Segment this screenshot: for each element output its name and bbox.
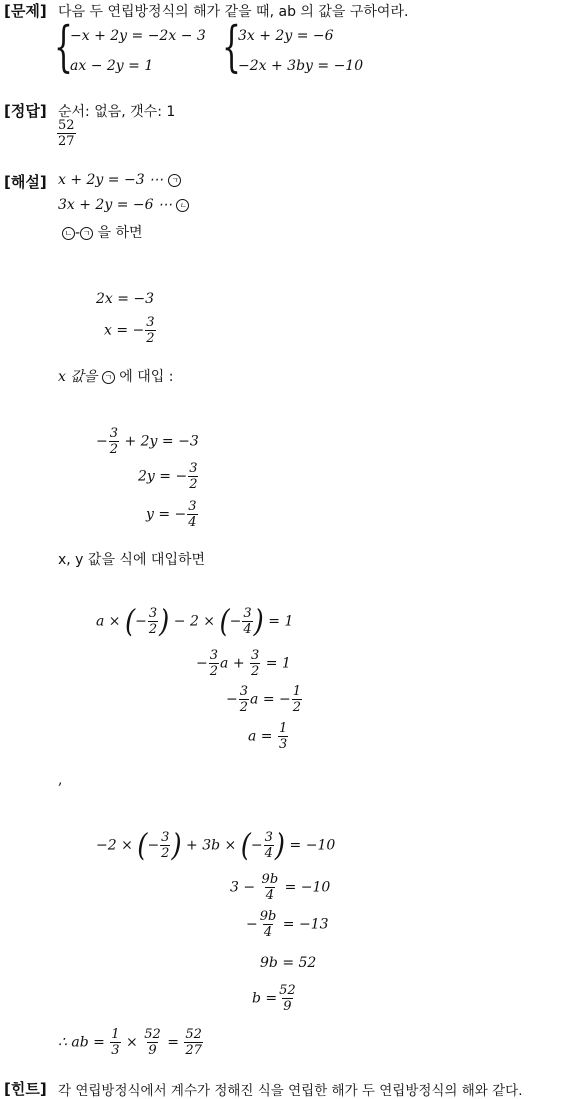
final-a: ∴ ab = <box>58 1034 110 1051</box>
s2-line2 <box>138 461 199 492</box>
frac-num: 3 <box>161 830 170 845</box>
frac-num: 3 <box>148 606 158 621</box>
substitute-xy-line: x, y 값을 식에 대입하면 <box>58 552 206 568</box>
system2-eq2: −2x + 3by = −10 <box>238 58 364 74</box>
a-line1: a × (− $\frac{3}{2}$ ) − 2 × (− $\frac{3}{4}$ ) = 1 <box>96 603 294 640</box>
a-line3: − $\frac{3}{2}$ a = − $\frac{1}{2}$ <box>226 684 302 715</box>
solution-eq1 <box>58 172 181 188</box>
frac-num: 9b <box>261 872 279 887</box>
frac-num: 3 <box>239 684 249 699</box>
problem-text: 다음 두 연립방정식의 해가 같을 때, ab 의 값을 구하여라. <box>58 4 409 20</box>
frac-num: 3 <box>264 830 273 845</box>
frac-num: 1 <box>278 721 288 736</box>
frac-num: 9b <box>259 909 277 924</box>
frac-den: 27 <box>185 1043 202 1058</box>
frac-den: 2 <box>161 846 170 861</box>
frac-num: 52 <box>279 983 296 998</box>
a-line2-end: = 1 <box>261 655 291 672</box>
b-line3: − $\frac{9b}{4}$ = −13 <box>246 909 329 940</box>
circle-nieun-icon: ㄴ <box>62 227 75 240</box>
frac-num: 1 <box>292 684 302 699</box>
b-line4: 9b = 52 <box>260 955 317 971</box>
b-line2 <box>230 872 330 903</box>
frac-num: 3 <box>243 606 252 621</box>
circle-nieun-icon: ㄴ <box>176 199 189 212</box>
frac-num: 3 <box>146 315 155 330</box>
b-line1: −2 × (− $\frac{3}{2}$ ) + 3b × (− $\frac{3}{4}$ ) = −10 <box>96 827 336 864</box>
s2-line3 <box>146 499 199 530</box>
b-line1-end: = −10 <box>285 837 336 854</box>
b-line2-a: 3 − <box>230 879 260 896</box>
hint-text: 각 연립방정식에서 계수가 정해진 식을 연립한 해가 두 연립방정식의 해와 같다. <box>58 1083 523 1099</box>
frac-den: 4 <box>188 515 197 530</box>
frac-den: 2 <box>292 700 302 715</box>
frac-num: 3 <box>109 426 119 441</box>
frac-num: 1 <box>111 1027 120 1042</box>
solution-eq2-text: 3x + 2y = −6 ⋯ <box>58 197 177 213</box>
frac-den: 9 <box>283 999 292 1014</box>
system1-eq2: ax − 2y = 1 <box>70 58 154 74</box>
frac-den: 2 <box>189 477 198 492</box>
frac-den: 3 <box>278 737 288 752</box>
a-line2: − $\frac{3}{2}$ a + $\frac{3}{2}$ = 1 <box>196 648 291 679</box>
substitute-x-line <box>58 366 174 386</box>
frac-den: 2 <box>148 622 158 637</box>
frac-num: 3 <box>189 461 198 476</box>
frac-den: 2 <box>239 700 249 715</box>
frac-den: 4 <box>263 925 273 940</box>
system1-brace: { <box>54 15 73 78</box>
system2-eq1: 3x + 2y = −6 <box>238 28 334 44</box>
solution-eq1-text: x + 2y = −3 ⋯ <box>58 172 168 188</box>
frac-num: 3 <box>251 648 260 663</box>
frac-den: 3 <box>111 1043 120 1058</box>
s2-line1-text: + 2y = −3 <box>120 433 199 450</box>
a-line1-end: = 1 <box>263 613 294 630</box>
circle-giyeok-icon: ㄱ <box>168 174 181 187</box>
frac-num: 3 <box>209 648 219 663</box>
circle-giyeok-icon: ㄱ <box>80 227 93 240</box>
frac-num: 3 <box>188 499 197 514</box>
frac-den: 4 <box>264 846 273 861</box>
circle-giyeok-icon: ㄱ <box>102 371 115 384</box>
a-line1-a: a × <box>96 613 125 630</box>
answer-frac-den: 27 <box>58 134 75 149</box>
s2-line1: − $\frac{3}{2}$ + 2y = −3 <box>96 426 199 457</box>
frac-den: 4 <box>265 888 274 903</box>
b-line3-end: = −13 <box>278 916 329 933</box>
s1-line1: 2x = −3 <box>96 291 155 307</box>
s2-line3-text: y = − <box>146 506 187 523</box>
a-line3-mid: a = − <box>250 691 291 708</box>
answer-label: [정답] <box>4 102 47 120</box>
system1-eq1: −x + 2y = −2x − 3 <box>70 28 206 44</box>
subtract-text: 을 하면 <box>93 225 143 241</box>
frac-den: 9 <box>148 1043 157 1058</box>
s1-line2 <box>104 315 157 346</box>
substitute-x-text1: x 값을 <box>58 369 102 385</box>
solution-eq2 <box>58 197 189 213</box>
answer-frac-num: 52 <box>58 118 75 133</box>
s2-line2-text: 2y = − <box>138 468 188 485</box>
answer-fraction <box>56 118 77 149</box>
a-line4 <box>248 721 289 752</box>
s1-line2-text: x = − <box>104 322 145 339</box>
solution-label: [해설] <box>4 173 47 191</box>
b-line5-text: b = <box>252 990 278 1007</box>
frac-num: 52 <box>144 1027 161 1042</box>
a-line2-mid: a + <box>220 655 249 672</box>
b-line1-a: −2 × <box>96 837 138 854</box>
a-line1-mid: − 2 × <box>169 613 220 630</box>
final-eq: = <box>162 1034 184 1051</box>
answer-line: 순서: 없음, 갯수: 1 <box>58 104 176 120</box>
b-line1-mid: + 3b × <box>181 837 241 854</box>
final-times: × <box>121 1034 143 1051</box>
system2-brace: { <box>222 15 241 78</box>
a-line4-text: a = <box>248 728 277 745</box>
final-line <box>58 1027 204 1058</box>
b-line2-end: = −10 <box>280 879 331 896</box>
frac-den: 2 <box>109 442 119 457</box>
frac-num: 52 <box>185 1027 202 1042</box>
frac-den: 4 <box>243 622 252 637</box>
hint-label: [힌트] <box>4 1080 47 1098</box>
separator-comma: , <box>58 772 63 788</box>
problem-label: [문제] <box>4 2 47 20</box>
solution-subtract-line: ㄴ - ㄱ 을 하면 <box>62 222 143 242</box>
substitute-x-text2: 에 대입 : <box>114 369 174 385</box>
frac-den: 2 <box>209 664 219 679</box>
b-line5 <box>252 983 298 1014</box>
frac-den: 2 <box>251 664 260 679</box>
frac-den: 2 <box>146 331 155 346</box>
